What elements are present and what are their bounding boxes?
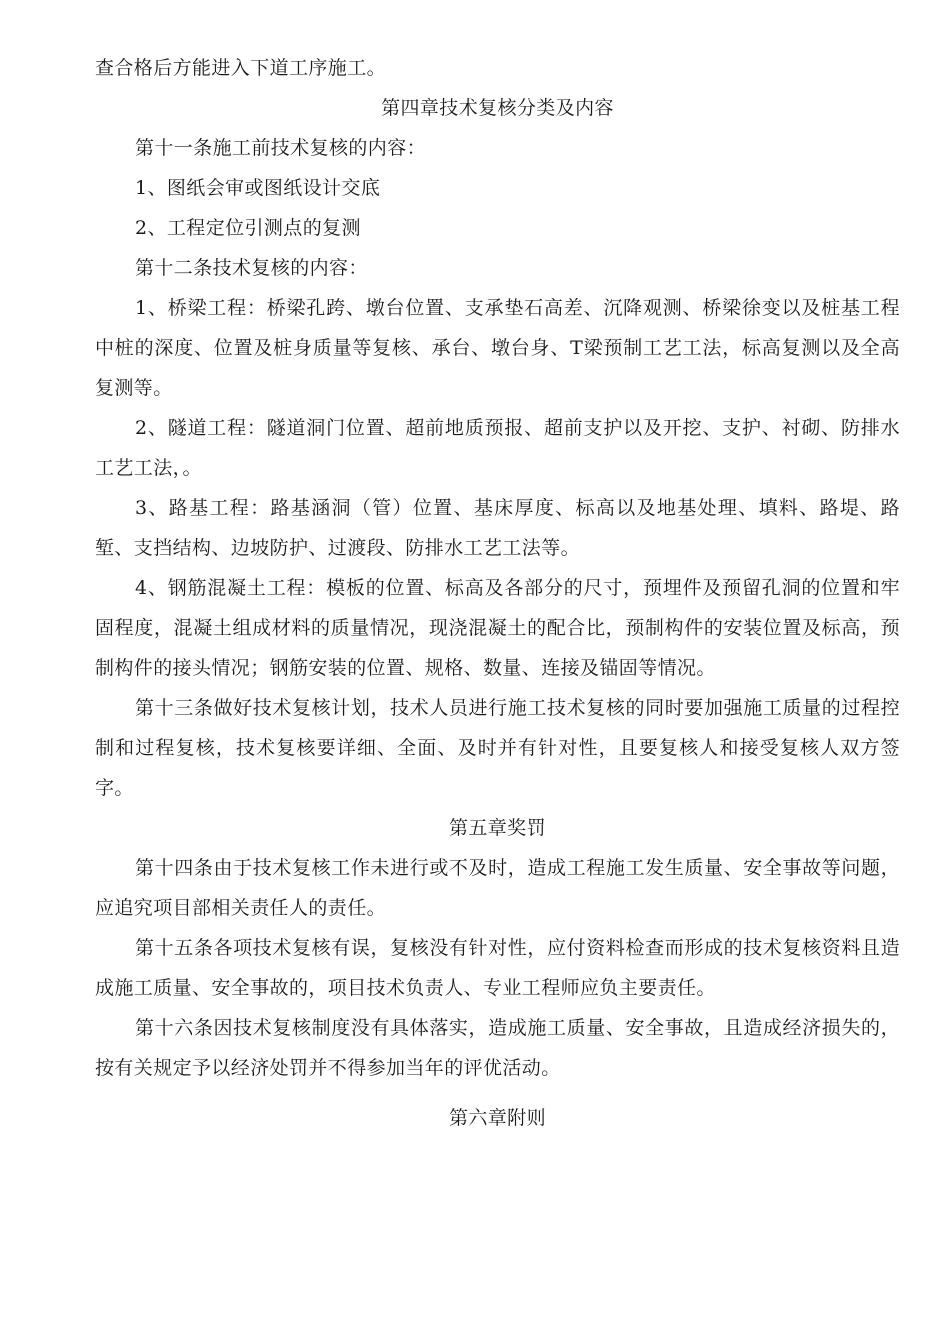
article-11-item-1: 1、图纸会审或图纸设计交底 [135,177,381,199]
article-12-item-2: 2、隧道工程：隧道洞门位置、超前地质预报、超前支护以及开挖、支护、衬砌、防排水工艺工法，。 [95,417,900,479]
article-16: 第十六条因技术复核制度没有具体落实，造成施工质量、安全事故，且造成经济损失的，按有关规定予以经济处罚并不得参加当年的评优活动。 [95,1017,900,1079]
intro-line: 查合格后方能进入下道工序施工。 [95,57,387,79]
article-12-item-4: 4、钢筋混凝土工程：模板的位置、标高及各部分的尺寸，预埋件及预留孔洞的位置和牢固程度，混凝土组成材料的质量情况，现浇混凝土的配合比，预制构件的安装位置及标高，预制构件的接头情况；钢筋安装的位置、规格、数量、连接及锚固等情况。 [95,577,900,679]
article-12: 第十二条技术复核的内容： [135,257,368,279]
article-11-item-2: 2、工程定位引测点的复测 [135,217,361,239]
chapter-6-title: 第六章附则 [448,1107,546,1129]
article-14: 第十四条由于技术复核工作未进行或不及时，造成工程施工发生质量、安全事故等问题，应追究项目部相关责任人的责任。 [95,857,900,919]
document-page [95,48,900,1138]
article-15: 第十五条各项技术复核有误，复核没有针对性，应付资料检查而形成的技术复核资料且造成施工质量、安全事故的，项目技术负责人、专业工程师应负主要责任。 [95,937,900,999]
article-13: 第十三条做好技术复核计划，技术人员进行施工技术复核的同时要加强施工质量的过程控制和过程复核，技术复核要详细、全面、及时并有针对性，且要复核人和接受复核人双方签字。 [95,697,900,799]
article-12-item-3: 3、路基工程：路基涵洞（管）位置、基床厚度、标高以及地基处理、填料、路堤、路堑、支挡结构、边坡防护、过渡段、防排水工艺工法等。 [95,497,900,559]
article-11: 第十一条施工前技术复核的内容： [135,137,427,159]
chapter-5-title: 第五章奖罚 [448,817,546,839]
chapter-4-title: 第四章技术复核分类及内容 [381,97,614,119]
article-12-item-1: 1、桥梁工程：桥梁孔跨、墩台位置、支承垫石高差、沉降观测、桥梁徐变以及桩基工程中桩的深度、位置及桩身质量等复核、承台、墩台身、T梁预制工艺工法，标高复测以及全高复测等。 [95,297,900,399]
